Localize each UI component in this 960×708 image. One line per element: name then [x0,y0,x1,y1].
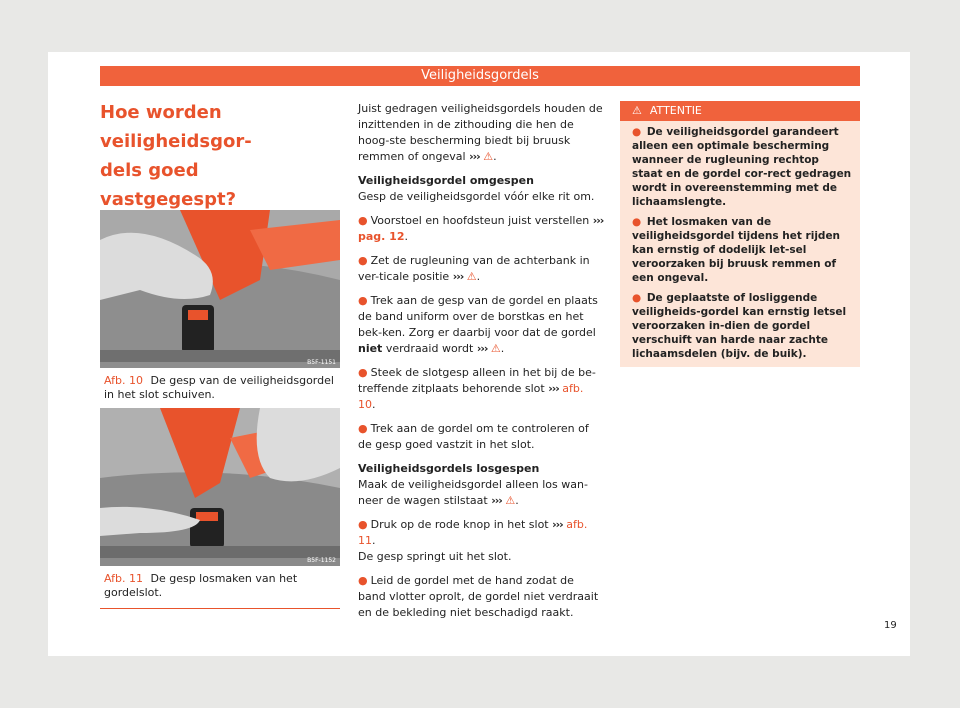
ref-arrows: ››› [491,494,502,507]
list-item: ● Steek de slotgesp alleen in het bij de be-treffende zitplaats behorende slot ››› afb. 10. [358,366,596,411]
figure-caption-text: De gesp van de veiligheidsgordel in het slot schuiven. [104,374,334,401]
figure-link[interactable]: afb. 10 [358,382,584,411]
bullet-icon: ● [358,518,368,531]
bullet-text: Leid de gordel met de hand zodat de band vlotter oprolt, de gordel niet verdraait en de bekleding niet beschadigd raakt. [358,574,599,619]
attention-item [620,121,860,211]
attention-text: De geplaatste of losliggende veiligheids-gordel kan ernstig letsel veroorzaken in-dien de gordel verschuift van harde naar zachte lichaamsdelen (bijv. de buik). [632,292,847,360]
attention-item [620,287,860,363]
section-title [100,98,340,214]
ref-arrows: ››› [548,382,559,395]
bullet-icon: ● [358,422,368,435]
bullet-icon: ● [358,574,368,587]
photo-code: B5F-1151 [307,359,336,366]
ref-arrows: ››› [552,518,563,531]
list-item [358,421,604,453]
intro-paragraph: Juist gedragen veiligheidsgordels houden de inzittenden in de zithouding die hen de hoog-ste bescherming biedt bij bruusk remmen of ongeval ››› ⚠. [358,102,603,163]
attention-header [620,101,860,121]
middle-column [358,101,604,629]
heading-release: Veiligheidsgordels losgespen [358,462,540,475]
attention-title: ATTENTIE [649,104,702,117]
list-item: ● Voorstoel en hoofdsteun juist verstellen ››› pag. 12. [358,214,604,243]
bullet-icon: ● [632,216,642,228]
ref-arrows: ››› [452,270,464,283]
bullet-text: Steek de slotgesp alleen in het bij de be-treffende zitplaats behorende slot [358,366,596,395]
bullet-text: Trek aan de gordel om te controleren of de gesp goed vastzit in het slot. [358,422,589,451]
warning-icon[interactable]: ⚠ [505,494,516,507]
bullet-icon: ● [358,254,368,267]
list-item: ● Trek aan de gesp van de gordel en plaats de band uniform over de borstkas en het bek-ken. Zorg er daarbij voor dat de gordel niet verdraaid wordt ››› ⚠. [358,294,598,355]
figure-number: Afb. 11 [104,572,143,585]
page-link[interactable]: pag. 12 [358,230,405,243]
bullet-icon: ● [632,292,642,304]
figure-11 [100,408,340,609]
list-item: ● Zet de rugleuning van de achterbank in ver-ticale positie ››› ⚠. [358,254,590,283]
list-item [358,573,604,621]
heading-fasten: Veiligheidsgordel omgespen [358,174,534,187]
attention-box [620,101,860,367]
ref-arrows: ››› [476,342,488,355]
bullet-text: Druk op de rode knop in het slot [370,518,549,531]
bullet-icon: ● [358,214,368,227]
attention-item [620,211,860,287]
seatbelt-release-illustration [100,408,340,566]
figure-caption [100,368,340,411]
warning-icon[interactable]: ⚠ [466,270,477,283]
section-title-line2: dels goed vastgegespt? [100,160,237,210]
chapter-header [100,66,860,86]
warning-icon[interactable]: ⚠ [483,150,494,163]
seatbelt-fasten-illustration [100,210,340,368]
attention-text: De veiligheidsgordel garandeert alleen een optimale bescherming wanneer de rugleuning rechtop staat en de gordel cor-rect gedragen wordt in overeenstemming met de lichaamslengte. [632,126,852,208]
figure-number: Afb. 10 [104,374,143,387]
release-intro-text: Maak de veiligheidsgordel alleen los wan-neer de wagen stilstaat [358,478,588,507]
figure-caption [100,566,340,609]
release-intro: Maak de veiligheidsgordel alleen los wan-neer de wagen stilstaat ››› ⚠. [358,478,588,507]
intro-text: Juist gedragen veiligheidsgordels houden de inzittenden in de zithouding die hen de hoog-ste bescherming biedt bij bruusk remmen of ongeval [358,102,603,163]
bullet-text: Voorstoel en hoofdsteun juist verstellen [370,214,590,227]
figure-link[interactable]: afb. 11 [358,518,588,547]
figure-10 [100,210,340,411]
page-number: 19 [884,620,897,631]
list-item: ● Druk op de rode knop in het slot ››› afb. 11. De gesp springt uit het slot. [358,518,588,563]
ref-arrows: ››› [592,214,604,227]
chapter-title: Veiligheidsgordels [421,68,539,83]
ref-arrows: ››› [469,150,480,163]
bullet-text: De gesp springt uit het slot. [358,550,512,563]
warning-icon[interactable]: ⚠ [490,342,501,355]
figure-caption-text: De gesp losmaken van het gordelslot. [104,572,298,599]
bullet-text: Trek aan de gesp van de gordel en plaats de band uniform over de borstkas en het bek-ken. Zorg er daarbij voor dat de gordel [358,294,598,339]
bullet-text: verdraaid wordt [385,342,474,355]
attention-text: Het losmaken van de veiligheidsgordel tijdens het rijden kan ernstig of dodelijk let-sel veroorzaken bij bruusk remmen of een ongeval. [632,216,841,284]
fasten-intro: Gesp de veiligheidsgordel vóór elke rit om. [358,190,595,203]
seatbelt-release-photo [100,408,340,566]
warning-icon: ⚠ [632,104,642,117]
right-column [620,101,860,367]
photo-code: B5F-1152 [307,557,336,564]
section-title-line1: Hoe worden veiligheidsgor- [100,102,252,152]
bullet-text: Zet de rugleuning van de achterbank in ver-ticale positie [358,254,590,283]
bullet-icon: ● [632,126,642,138]
seatbelt-fasten-photo [100,210,340,368]
bullet-icon: ● [358,366,368,379]
bullet-icon: ● [358,294,368,307]
bullet-emphasis: niet [358,342,383,355]
